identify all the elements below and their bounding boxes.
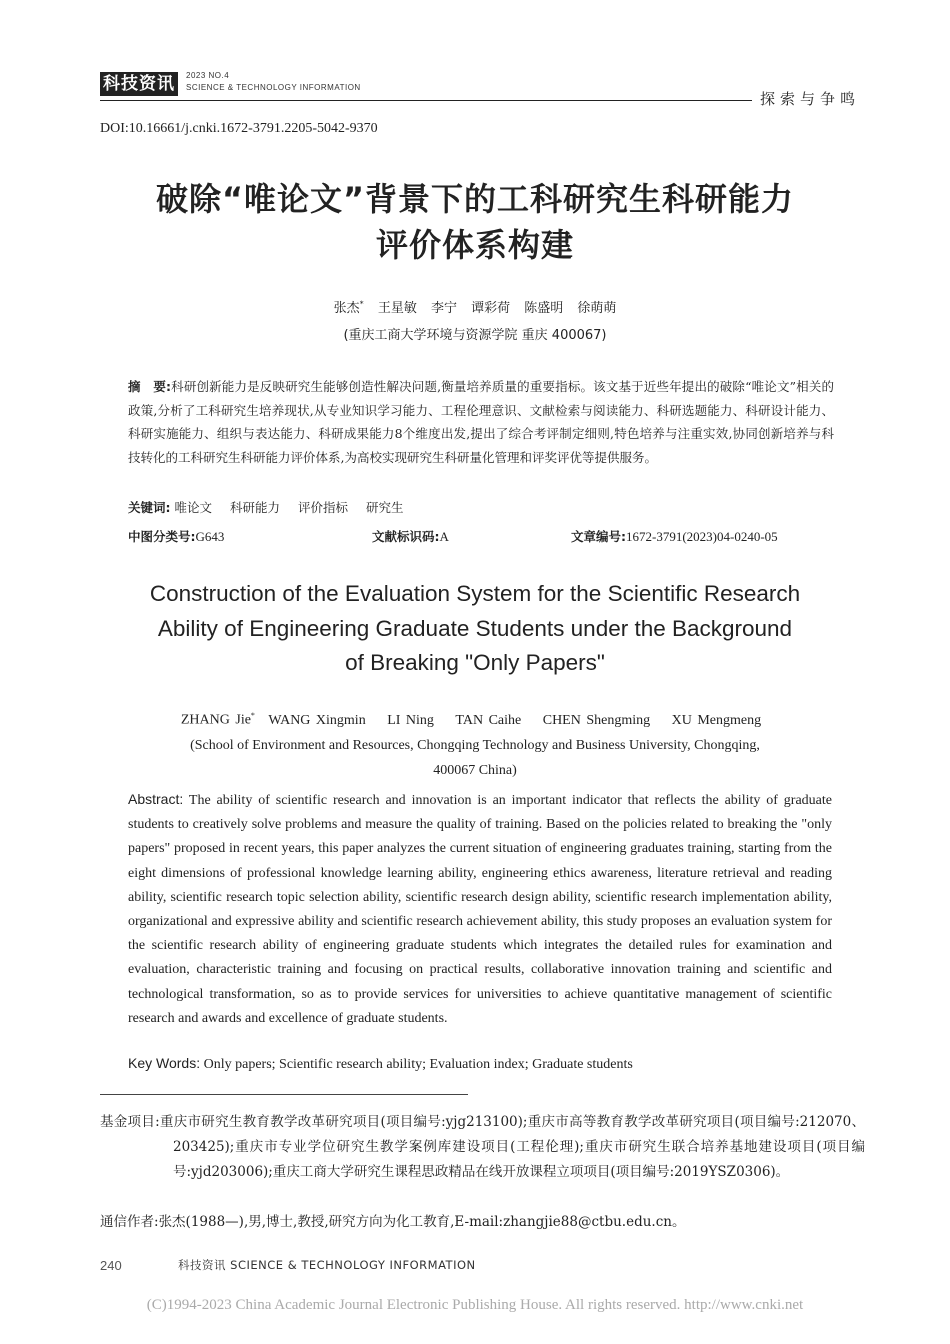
keywords-en-text: Only papers; Scientific research ability; Evaluation index; Graduate students [203, 1057, 633, 1072]
document-code-value: A [439, 529, 449, 544]
keywords-en [128, 1055, 633, 1073]
title-en-line-3: of Breaking "Only Papers" [345, 650, 605, 675]
fund-text: 重庆市研究生教育教学改革研究项目(项目编号:yjg213100);重庆市高等教育教学改革研究项目(项目编号:212070、203425);重庆市专业学位研究生教学案例库建设项目(工程伦理);重庆市研究生联合培养基地建设项目(项目编号:yjd203006);重庆工商大学研究生课程思政精品在线开放课程立项项目(项目编号:2019YSZ0306)。 [159, 1114, 865, 1180]
author-en: XU Mengmeng [671, 712, 762, 728]
correspondence-note [100, 1210, 685, 1230]
author-en: TAN Caihe [455, 712, 522, 728]
article-number-value: 1672-3791(2023)04-0240-05 [626, 529, 778, 544]
article-number-label: 文章编号: [571, 529, 626, 544]
issue-number: 2023 NO.4 [186, 71, 230, 80]
keywords-cn-label: 关键词: [128, 500, 171, 515]
classification-value: G643 [195, 529, 225, 544]
authors-cn-rest: 王星敏 李宁 谭彩荷 陈盛明 徐萌萌 [377, 301, 617, 316]
affiliation-en-line-1: (School of Environment and Resources, Chongqing Technology and Business University, Chongqing, [190, 738, 760, 753]
abstract-cn [128, 375, 834, 469]
abstract-cn-text: 科研创新能力是反映研究生能够创造性解决问题,衡量培养质量的重要指标。该文基于近些年提出的破除“唯论文”相关的政策,分析了工科研究生培养现状,从专业知识学习能力、工程伦理意识、文献检索与阅读能力、科研选题能力、科研设计能力、科研实施能力、组织与表达能力、科研成果能力8个维度出发,提出了综合考评制定细则,特色培养与注重实效,协同创新培养与科技转化的工科研究生科研能力评价体系,为高校实现研究生科研量化管理和评奖评优等提供服务。 [128, 379, 835, 465]
fund-label: 基金项目: [100, 1114, 160, 1130]
classification-number [128, 527, 224, 545]
journal-logo: 科技资讯 [100, 72, 178, 96]
authors-en [0, 711, 950, 729]
correspondence-text: 张杰(1988—),男,博士,教授,研究方向为化工教育,E-mail:zhangjie88@ctbu.edu.cn。 [158, 1214, 686, 1230]
abstract-en-text: The ability of scientific research and innovation is an important indicator that reflects the ability of graduate students to creatively solve problems and measure the quality of training. Based on the policies related to breaking the "only papers" proposed in recent years, this paper analyzes the current situation of engineering graduates training, starting from the eight dimensions of professional knowledge learning ability, engineering ethics awareness, literature retrieval and reading ability, scientific research topic selection ability, scientific research design ability, scientific research implementation ability, organizational and expressive ability and scientific research achievement ability, this study proposes an evaluation system for the scientific research ability of engineering graduate students which integrates the detailed rules for examination and evaluation, characteristic training and focusing on practical results, collaborative innovation training and scientific and technological transformation, so as to provide services for universities to achieve quantitative management of scientific research and awards and excellence of graduate students. [128, 793, 832, 1026]
doi[interactable]: DOI:10.16661/j.cnki.1672-3791.2205-5042-9370 [100, 121, 378, 136]
title-cn-line-2: 评价体系构建 [375, 226, 574, 264]
title-en-line-1: Construction of the Evaluation System for the Scientific Research [149, 581, 801, 606]
corresponding-mark: * [250, 711, 255, 720]
affiliation-en-line-2: 400067 China) [433, 763, 517, 778]
page-number: 240 [100, 1258, 122, 1273]
abstract-en-label: Abstract: [128, 791, 184, 807]
abstract-cn-label: 摘 要: [128, 379, 171, 394]
author-en: CHEN Shengming [542, 712, 651, 728]
keywords-cn [128, 498, 418, 516]
affiliation-cn: (重庆工商大学环境与资源学院 重庆 400067) [343, 328, 607, 343]
title-en-line-2: Ability of Engineering Graduate Students under the Background [157, 616, 793, 641]
authors-cn [0, 297, 950, 316]
document-code [372, 527, 449, 545]
article-number [571, 527, 778, 545]
footer-journal: 科技资讯 SCIENCE & TECHNOLOGY INFORMATION [178, 1258, 476, 1272]
author-en: WANG Xingmin [268, 712, 366, 728]
corresponding-mark: * [359, 299, 364, 309]
document-code-label: 文献标识码: [372, 529, 440, 544]
footnote-divider [100, 1094, 468, 1095]
abstract-en [128, 787, 832, 1031]
section-name: 探索与争鸣 [760, 90, 861, 108]
correspondence-label: 通信作者: [100, 1214, 159, 1230]
keyword-cn: 评价指标 [297, 500, 348, 515]
keyword-cn: 研究生 [365, 500, 404, 515]
journal-name-en: SCIENCE & TECHNOLOGY INFORMATION [186, 83, 361, 92]
keywords-en-label: Key Words: [128, 1055, 201, 1071]
copyright-watermark[interactable]: (C)1994-2023 China Academic Journal Electronic Publishing House. All rights reserved. http://www.cnki.net [146, 1297, 804, 1313]
header-divider [100, 100, 752, 101]
fund-note [100, 1110, 865, 1185]
author-en: LI Ning [387, 712, 434, 728]
classification-label: 中图分类号: [128, 529, 196, 544]
keyword-cn: 科研能力 [229, 500, 280, 515]
title-cn-line-1: 破除“唯论文”背景下的工科研究生科研能力 [155, 180, 795, 218]
keyword-cn: 唯论文 [174, 500, 212, 515]
author-en-first: ZHANG Jie [180, 712, 251, 728]
author-cn-first: 张杰 [333, 301, 360, 316]
